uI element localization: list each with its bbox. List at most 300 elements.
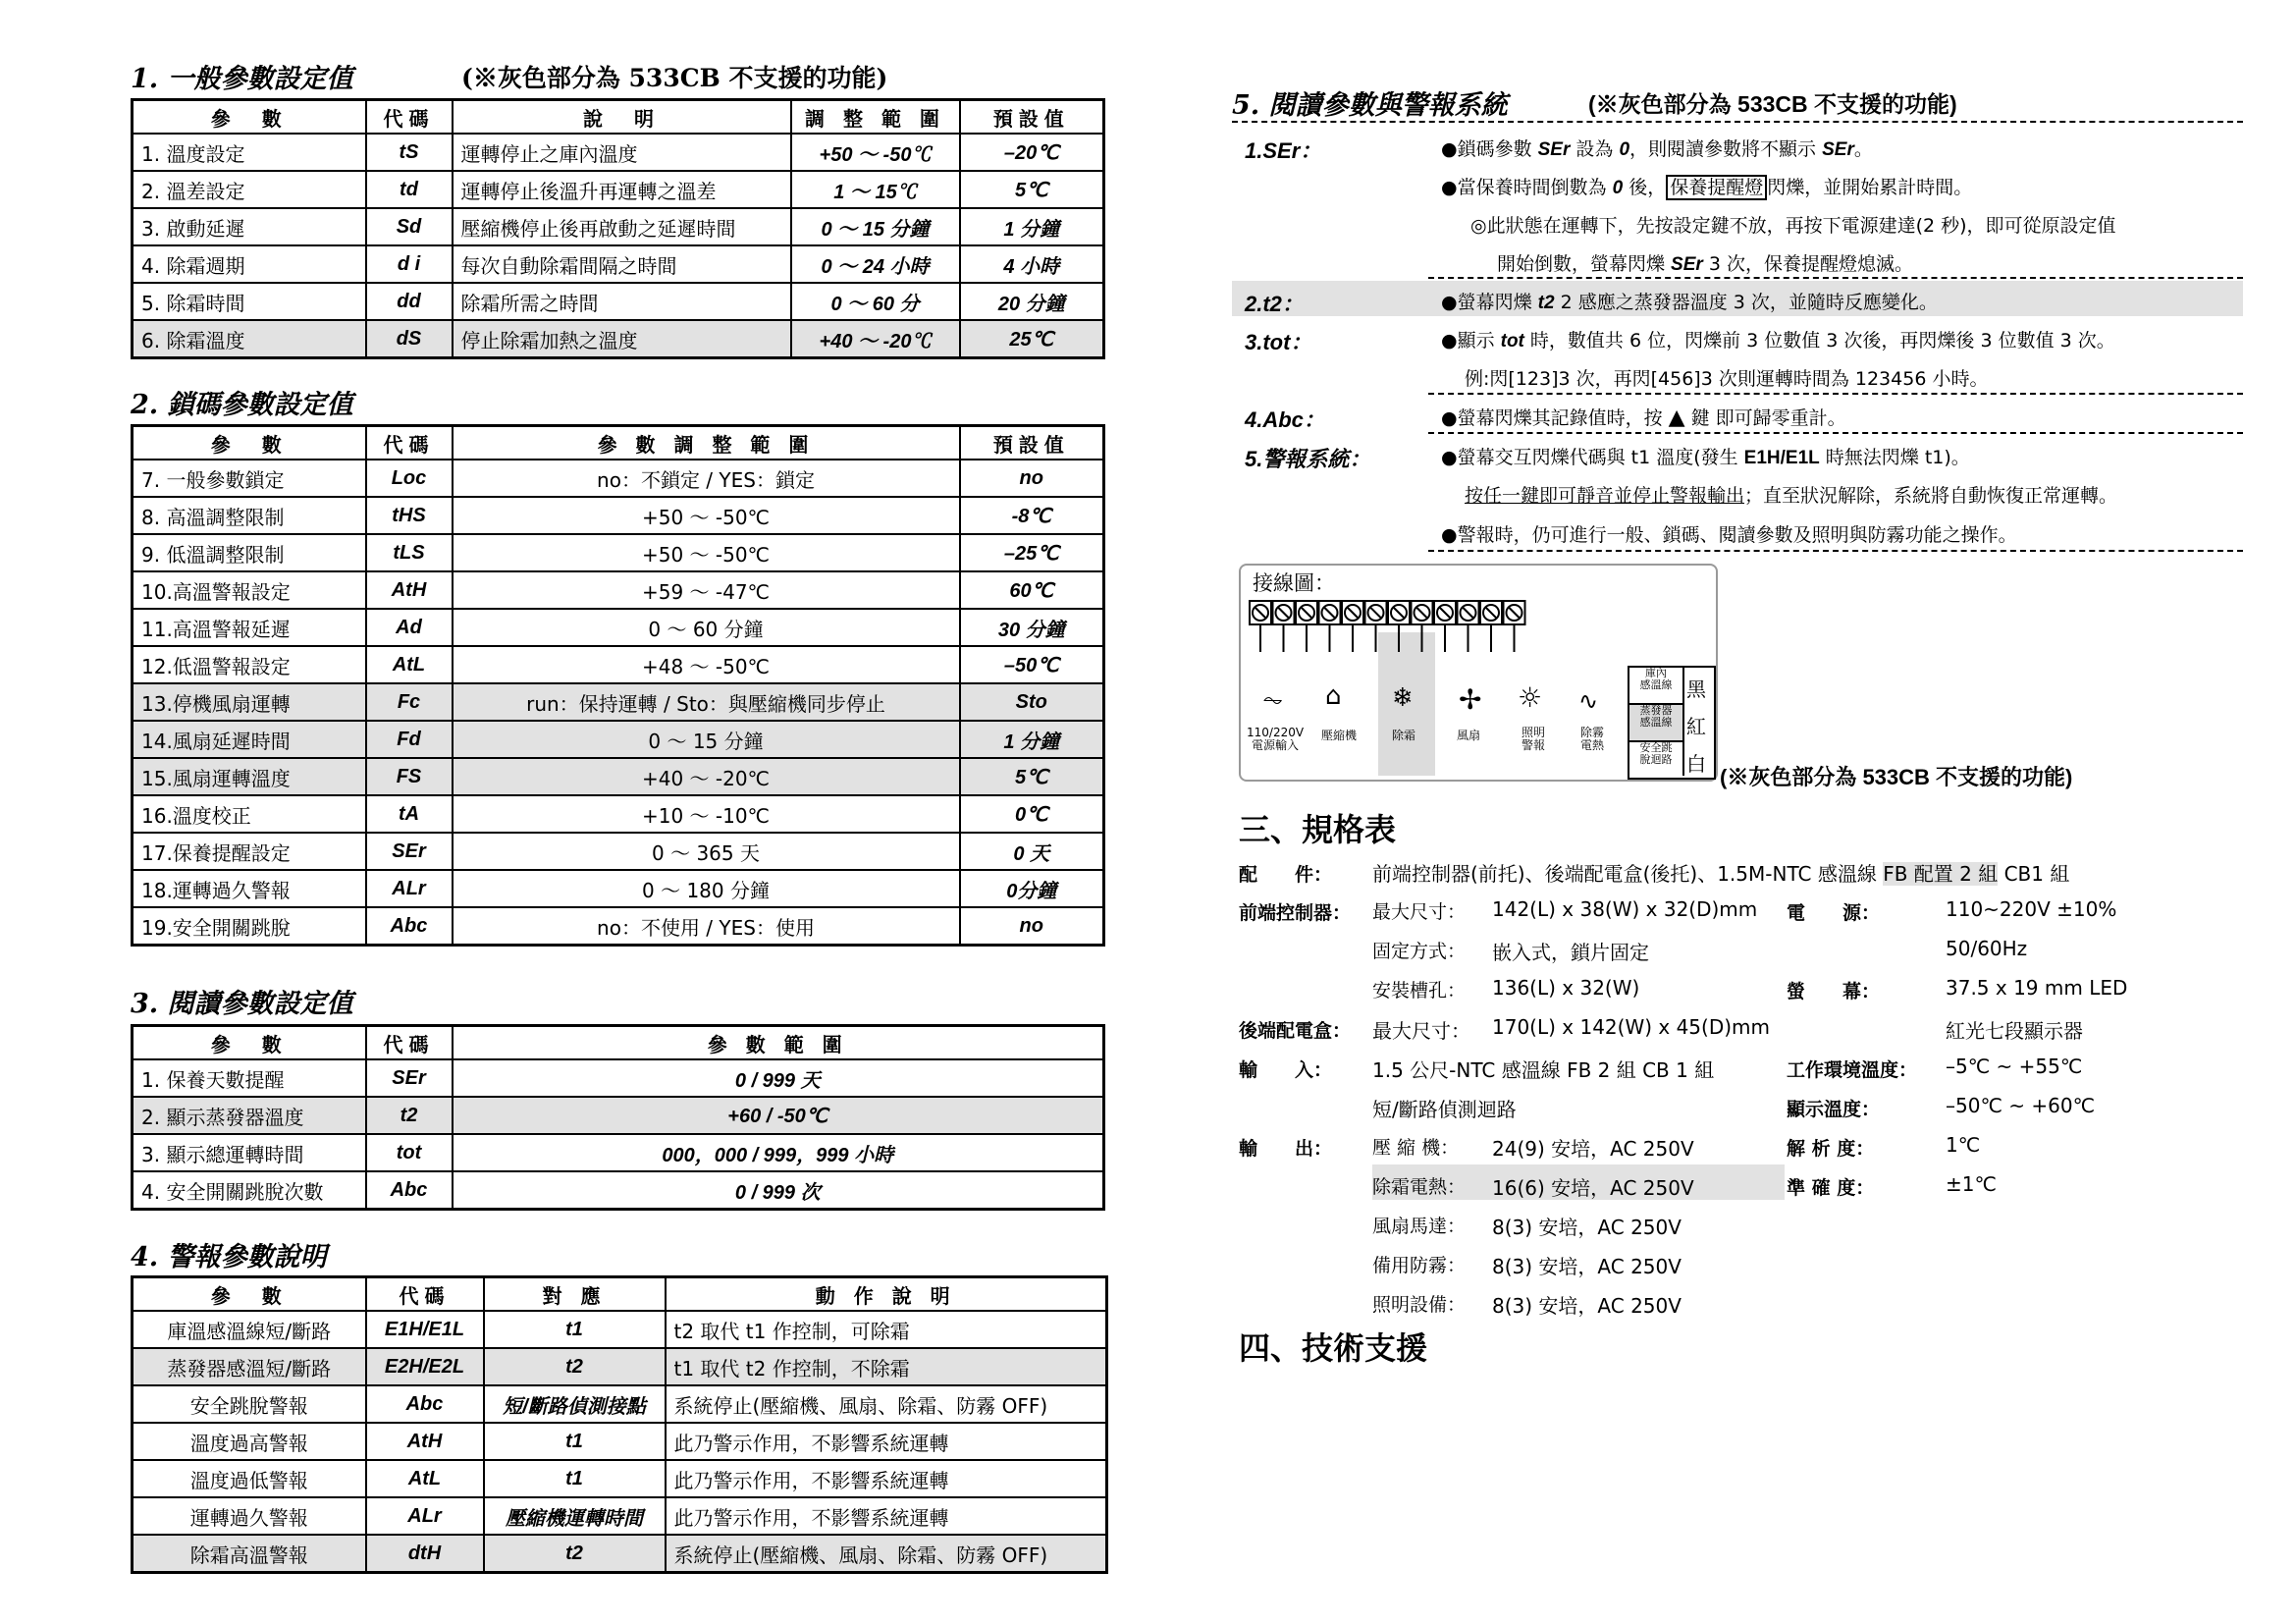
spec-input-value: 1.5 公尺-NTC 感溫線 FB 2 組 CB 1 組 (1372, 1058, 1715, 1082)
lock-params-header-2: 參 數 調 整 範 圍 (453, 426, 960, 460)
general-params-header-1: 代碼 (366, 100, 453, 135)
general-params-cell: 1. 溫度設定 (133, 134, 366, 171)
icon-defrost: ❄ (1392, 683, 1414, 713)
alarm-params-cell: 壓縮機運轉時間 (484, 1497, 666, 1535)
lock-params-cell: 8. 高溫調整限制 (133, 497, 366, 534)
lock-params-table (131, 424, 1105, 947)
alarm-code: E1H/E1L (1743, 448, 1820, 468)
general-params-cell: 運轉停止後溫升再運轉之溫差 (453, 171, 791, 208)
alarm-params-cell: Abc (366, 1385, 484, 1423)
t2-line-b: 2 感應之蒸發器溫度 3 次，並隨時反應變化。 (1554, 292, 1938, 313)
general-params-cell: 2. 溫差設定 (133, 171, 366, 208)
ser-zero-2: 0 (1612, 178, 1624, 198)
alarm-params-cell: E1H/E1L (366, 1311, 484, 1348)
lock-params-cell: no (960, 460, 1104, 497)
read-params-header-1: 代碼 (366, 1026, 453, 1060)
sensor-safety: 安全跳 脫迴路 (1629, 742, 1684, 776)
ser-line-4-a: 開始倒數，螢幕閃爍 (1497, 253, 1672, 275)
lock-params-cell: 9. 低溫調整限制 (133, 534, 366, 571)
alarm-params-cell: 此乃警示作用，不影響系統運轉 (666, 1423, 1107, 1460)
tot-line-1-a: ●顯示 (1441, 330, 1501, 352)
spec-parts-b: CB1 組 (1998, 862, 2070, 886)
alarm-params-row (133, 1460, 1107, 1497)
ser-line-1-a: ●鎖碼參數 (1441, 138, 1538, 160)
label-alarm: 5.警報系統： (1245, 447, 1371, 471)
lock-params-row (133, 758, 1104, 795)
lock-params-cell: 30 分鐘 (960, 609, 1104, 646)
read-params-row (133, 1134, 1104, 1171)
general-params-cell: 4. 除霜週期 (133, 245, 366, 283)
up-arrow-icon: ▲ (1668, 406, 1685, 430)
sensor-evap: 蒸發器 感溫線 (1629, 705, 1684, 742)
read-params-cell: 3. 顯示總運轉時間 (133, 1134, 366, 1171)
lock-params-cell: Fc (366, 683, 453, 721)
spec-right-value: –50℃ ~ +60℃ (1946, 1094, 2096, 1117)
lock-params-cell: 19.安全開關跳脫 (133, 907, 366, 946)
general-params-cell: td (366, 171, 453, 208)
read-params-row (133, 1097, 1104, 1134)
general-params-cell: 1 ～ 15℃ (791, 171, 960, 208)
alarm-params-row (133, 1311, 1107, 1348)
lock-params-cell: FS (366, 758, 453, 795)
lock-params-cell: 15.風扇運轉溫度 (133, 758, 366, 795)
spec-front-label: 固定方式： (1372, 941, 1467, 962)
lock-params-cell: 0 ～ 365 天 (453, 833, 960, 870)
lock-params-row (133, 497, 1104, 534)
label-fan: 風扇 (1457, 729, 1481, 742)
spec-right-value: –5℃ ~ +55℃ (1946, 1055, 2083, 1078)
spec-right-value: ±1℃ (1946, 1172, 1997, 1196)
read-params-header-row (133, 1026, 1104, 1060)
alarm-params-header-2: 對 應 (484, 1277, 666, 1312)
alarm-params-cell: t1 (484, 1423, 666, 1460)
alarm-params-row (133, 1423, 1107, 1460)
lock-params-cell: Ad (366, 609, 453, 646)
label-defrost: 除霜 (1392, 729, 1416, 742)
spec-input-value-2: 短/斷路偵測迴路 (1372, 1098, 1517, 1121)
lock-params-cell: ALr (366, 870, 453, 907)
icon-power: ⏦ (1262, 685, 1284, 715)
sec5-note: (※灰色部分為 533CB 不支援的功能) (1588, 91, 1957, 117)
lock-params-row (133, 870, 1104, 907)
divider (1232, 121, 2243, 123)
general-params-cell: tS (366, 134, 453, 171)
read-params-cell: Abc (366, 1171, 453, 1210)
spec-right-label: 解 析 度： (1787, 1138, 1875, 1160)
tot-code: tot (1500, 331, 1524, 352)
ser-line-4-b: 3 次，保養提醒燈熄滅。 (1702, 253, 1913, 275)
general-params-cell: 5℃ (960, 171, 1104, 208)
lock-params-cell: 1 分鐘 (960, 721, 1104, 758)
lock-params-cell: 13.停機風扇運轉 (133, 683, 366, 721)
general-params-cell: –20℃ (960, 134, 1104, 171)
lock-params-cell: +10 ～ -10℃ (453, 795, 960, 833)
divider (1428, 277, 2243, 279)
spec-back-value-label: 最大尺寸： (1372, 1019, 1470, 1043)
alarm-params-cell: dtH (366, 1535, 484, 1573)
divider (1428, 393, 2243, 395)
lock-params-cell: AtH (366, 571, 453, 609)
t2-line (1441, 288, 1938, 314)
general-params-row (133, 245, 1104, 283)
spec-front-value: 136(L) x 32(W) (1492, 976, 1640, 1000)
alarm-params-cell: t2 (484, 1348, 666, 1385)
ser-line-3: ◎此狀態在運轉下，先按設定鍵不放，再按下電源建達(2 秒)，即可從原設定值 (1470, 215, 2116, 237)
tot-line-1-b: 時，數值共 6 位，閃爍前 3 位數值 3 次後，再閃爍後 3 位數值 3 次。 (1523, 330, 2115, 352)
lock-params-cell: tA (366, 795, 453, 833)
spec-back-label: 後端配電盒： (1239, 1020, 1352, 1042)
general-params-cell: 4 小時 (960, 245, 1104, 283)
alarm-params-header-3: 動 作 說 明 (666, 1277, 1107, 1312)
tot-line-1 (1441, 326, 2115, 352)
spec-output-label: 風扇馬達： (1372, 1216, 1467, 1237)
alarm-params-row (133, 1348, 1107, 1385)
general-params-cell: 20 分鐘 (960, 283, 1104, 320)
lock-params-cell: 12.低溫警報設定 (133, 646, 366, 683)
alarm-params-cell: 庫溫感溫線短/斷路 (133, 1311, 366, 1348)
lock-params-cell: 5℃ (960, 758, 1104, 795)
lock-params-cell: 60℃ (960, 571, 1104, 609)
read-params-cell: SEr (366, 1059, 453, 1097)
read-params-row (133, 1171, 1104, 1210)
general-params-cell: 25℃ (960, 320, 1104, 358)
general-params-row (133, 320, 1104, 358)
spec-title: 三、規格表 (1239, 811, 1397, 848)
alarm-params-cell: AtL (366, 1460, 484, 1497)
spec-output-value: 8(3) 安培，AC 250V (1492, 1216, 1682, 1239)
icon-light: ☼ (1518, 681, 1543, 714)
read-params-cell: +60 / -50℃ (453, 1097, 1104, 1134)
general-params-row (133, 134, 1104, 171)
general-params-cell: 每次自動除霜間隔之時間 (453, 245, 791, 283)
alarm-params-cell: t1 取代 t2 作控制，不除霜 (666, 1348, 1107, 1385)
read-params-cell: 2. 顯示蒸發器溫度 (133, 1097, 366, 1134)
spec-front-label: 最大尺寸： (1372, 901, 1467, 923)
icon-heater: ∿ (1578, 687, 1599, 715)
spec-output-value: 8(3) 安培，AC 250V (1492, 1294, 1682, 1318)
spec-parts-value (1372, 858, 2069, 887)
general-params-row (133, 283, 1104, 320)
general-params-cell: 3. 啟動延遲 (133, 208, 366, 245)
lock-params-cell: no：不使用 / YES：使用 (453, 907, 960, 946)
sec1-note: (※灰色部分為 533CB 不支援的功能) (461, 64, 888, 92)
lock-params-cell: +48 ～ -50℃ (453, 646, 960, 683)
spec-output-label: 輸 出： (1239, 1138, 1333, 1160)
general-params-header-2: 說 明 (453, 100, 791, 135)
lock-params-cell: 18.運轉過久警報 (133, 870, 366, 907)
general-params-header-row (133, 100, 1104, 135)
general-params-cell: 6. 除霜溫度 (133, 320, 366, 358)
label-tot: 3.tot： (1245, 330, 1312, 354)
spec-right-label: 顯示溫度： (1787, 1099, 1881, 1120)
alarm-line-3: ●警報時，仍可進行一般、鎖碼、閱讀參數及照明與防霧功能之操作。 (1441, 524, 2017, 546)
ser-zero: 0 (1619, 139, 1630, 160)
lock-params-cell: SEr (366, 833, 453, 870)
lock-params-header-0: 參 數 (133, 426, 366, 460)
tot-line-2: 例:閃[123]3 次，再閃[456]3 次則運轉時間為 123456 小時。 (1465, 368, 1989, 390)
lock-params-cell: +59 ～ -47℃ (453, 571, 960, 609)
lock-params-cell: tLS (366, 534, 453, 571)
ser-code-3: SEr (1671, 254, 1703, 275)
divider (1428, 550, 2243, 552)
spec-front-label: 安裝槽孔： (1372, 980, 1467, 1001)
alarm-line-1 (1441, 443, 1970, 469)
spec-right-value: 50/60Hz (1946, 937, 2028, 960)
lock-params-cell: 17.保養提醒設定 (133, 833, 366, 870)
spec-right-label: 準 確 度： (1787, 1177, 1875, 1199)
alarm-params-cell: 此乃警示作用，不影響系統運轉 (666, 1460, 1107, 1497)
abc-line (1441, 404, 1846, 430)
spec-right-value: 1℃ (1946, 1133, 1981, 1157)
lock-params-cell: tHS (366, 497, 453, 534)
read-params-header-0: 參 數 (133, 1026, 366, 1060)
lock-params-cell: no：不鎖定 / YES：鎖定 (453, 460, 960, 497)
icon-compressor: ⌂ (1325, 681, 1342, 711)
lock-params-row (133, 683, 1104, 721)
color-white: 白 (1686, 752, 1706, 776)
spec-output-value: 24(9) 安培，AC 250V (1492, 1137, 1694, 1161)
lock-params-cell: 14.風扇延遲時間 (133, 721, 366, 758)
maintenance-lamp-box: 保養提醒燈 (1666, 175, 1767, 200)
lock-params-cell: 10.高溫警報設定 (133, 571, 366, 609)
lock-params-cell: 0 ～ 60 分鐘 (453, 609, 960, 646)
spec-front-label: 前端控制器： (1239, 902, 1352, 924)
general-params-cell: 運轉停止之庫內溫度 (453, 134, 791, 171)
spec-parts-label: 配 件： (1239, 864, 1333, 886)
sec4-title: 4. 警報參數說明 (131, 1242, 327, 1272)
t2-code: t2 (1537, 293, 1555, 313)
label-compressor: 壓縮機 (1321, 729, 1358, 742)
wiring-note: (※灰色部分為 533CB 不支援的功能) (1720, 765, 2073, 789)
lock-params-cell: 0 ～ 15 分鐘 (453, 721, 960, 758)
lock-params-row (133, 907, 1104, 946)
sec3-title: 3. 閱讀參數設定值 (131, 989, 353, 1019)
lock-params-row (133, 721, 1104, 758)
alarm-line-2-underlined: 按任一鍵即可靜音並停止警報輸出 (1465, 485, 1745, 507)
alarm-params-cell: 溫度過高警報 (133, 1423, 366, 1460)
ser-line-1-c: ，則閱讀參數將不顯示 (1629, 138, 1823, 160)
spec-front-value: 嵌入式，鎖片固定 (1492, 941, 1649, 964)
lock-params-row (133, 571, 1104, 609)
lock-params-row (133, 534, 1104, 571)
label-power-input: 110/220V 電源輸入 (1247, 726, 1305, 752)
general-params-cell: d i (366, 245, 453, 283)
lock-params-cell: 0 ～ 180 分鐘 (453, 870, 960, 907)
color-red: 紅 (1686, 715, 1706, 738)
read-params-table (131, 1024, 1105, 1211)
lock-params-cell: Abc (366, 907, 453, 946)
alarm-params-cell: t1 (484, 1460, 666, 1497)
general-params-cell: Sd (366, 208, 453, 245)
ser-line-1 (1441, 135, 1873, 161)
alarm-params-cell: 運轉過久警報 (133, 1497, 366, 1535)
lock-params-header-row (133, 426, 1104, 460)
ser-line-4 (1497, 249, 1913, 276)
lock-params-cell: -8℃ (960, 497, 1104, 534)
label-antifog-heater: 除霧 電熱 (1580, 726, 1605, 752)
lock-params-cell: Loc (366, 460, 453, 497)
alarm-line-1-a: ●螢幕交互閃爍代碼與 t1 溫度(發生 (1441, 447, 1744, 468)
general-params-cell: 0 ～ 24 小時 (791, 245, 960, 283)
icon-fan: ✢ (1459, 683, 1482, 716)
color-black: 黑 (1686, 677, 1706, 701)
alarm-params-cell: t1 (484, 1311, 666, 1348)
lock-params-row (133, 460, 1104, 497)
lock-params-cell: +50 ～ -50℃ (453, 534, 960, 571)
alarm-params-table (131, 1275, 1108, 1574)
read-params-cell: 4. 安全開關跳脫次數 (133, 1171, 366, 1210)
abc-line-a: ●螢幕閃爍其記錄值時，按 (1441, 407, 1669, 429)
ser-line-2-c: 閃爍，並開始累計時間。 (1767, 177, 1973, 198)
alarm-params-cell: t2 取代 t1 作控制，可除霜 (666, 1311, 1107, 1348)
alarm-params-row (133, 1497, 1107, 1535)
general-params-cell: 壓縮機停止後再啟動之延遲時間 (453, 208, 791, 245)
lock-params-row (133, 795, 1104, 833)
general-params-cell: dS (366, 320, 453, 358)
general-params-header-3: 調 整 範 圍 (791, 100, 960, 135)
sec5-title: 5. 閱讀參數與警報系統 (1232, 90, 1508, 121)
read-params-cell: 0 / 999 天 (453, 1059, 1104, 1097)
alarm-params-row (133, 1385, 1107, 1423)
alarm-params-cell: 安全跳脫警報 (133, 1385, 366, 1423)
lock-params-row (133, 833, 1104, 870)
alarm-params-row (133, 1535, 1107, 1573)
divider (1428, 432, 2243, 434)
spec-output-label: 備用防霧： (1372, 1255, 1467, 1276)
alarm-params-cell: ALr (366, 1497, 484, 1535)
alarm-params-cell: 蒸發器感溫短/斷路 (133, 1348, 366, 1385)
lock-params-cell: run：保持運轉 / Sto：與壓縮機同步停止 (453, 683, 960, 721)
alarm-params-header-row (133, 1277, 1107, 1312)
alarm-params-cell: 此乃警示作用，不影響系統運轉 (666, 1497, 1107, 1535)
spec-output-label: 除霜電熱： (1372, 1176, 1467, 1198)
lock-params-cell: +50 ～ -50℃ (453, 497, 960, 534)
lock-params-header-3: 預設值 (960, 426, 1104, 460)
spec-output-label: 壓 縮 機： (1372, 1137, 1460, 1159)
support-title: 四、技術支援 (1239, 1329, 1428, 1367)
abc-line-b: 鍵 即可歸零重計。 (1684, 407, 1846, 429)
label-light-alarm: 照明 警報 (1522, 726, 1546, 752)
lock-params-cell: –25℃ (960, 534, 1104, 571)
alarm-params-cell: 短/斷路偵測接點 (484, 1385, 666, 1423)
ser-line-2-a: ●當保養時間倒數為 (1441, 177, 1613, 198)
general-params-cell: 停止除霜加熱之溫度 (453, 320, 791, 358)
lock-params-cell: Fd (366, 721, 453, 758)
ser-code-2: SEr (1822, 139, 1854, 160)
sensor-block (1628, 666, 1716, 780)
lock-params-cell: Sto (960, 683, 1104, 721)
general-params-cell: 1 分鐘 (960, 208, 1104, 245)
alarm-params-header-0: 參 數 (133, 1277, 366, 1312)
spec-parts-grey: FB 配置 2 組 (1883, 862, 1999, 886)
spec-right-label: 工作環境溫度： (1787, 1059, 1918, 1081)
lock-params-cell: +40 ～ -20℃ (453, 758, 960, 795)
alarm-params-cell: 除霜高溫警報 (133, 1535, 366, 1573)
lock-params-row (133, 646, 1104, 683)
alarm-params-cell: 系統停止(壓縮機、風扇、除霜、防霧 OFF) (666, 1535, 1107, 1573)
spec-parts-a: 前端控制器(前托)、後端配電盒(後托)、1.5M-NTC 感溫線 (1372, 862, 1884, 886)
general-params-cell: +40 ～ -20℃ (791, 320, 960, 358)
lock-params-cell: 0 天 (960, 833, 1104, 870)
read-params-header-2: 參 數 範 圍 (453, 1026, 1104, 1060)
lock-params-cell: 11.高溫警報延遲 (133, 609, 366, 646)
ser-line-1-b: 設為 (1570, 138, 1620, 160)
general-params-cell: +50 ～ -50℃ (791, 134, 960, 171)
read-params-cell: t2 (366, 1097, 453, 1134)
ser-code: SEr (1537, 139, 1571, 160)
spec-output-value: 8(3) 安培，AC 250V (1492, 1255, 1682, 1278)
spec-output-label: 照明設備： (1372, 1294, 1467, 1316)
alarm-params-cell: AtH (366, 1423, 484, 1460)
spec-front-value: 142(L) x 38(W) x 32(D)mm (1492, 897, 1758, 921)
read-params-cell: 000，000 / 999，999 小時 (453, 1134, 1104, 1171)
general-params-header-4: 預設值 (960, 100, 1104, 135)
spec-right-label: 電 源： (1787, 902, 1881, 924)
general-params-row (133, 208, 1104, 245)
spec-input-label: 輸 入： (1239, 1059, 1333, 1081)
lock-params-cell: 0℃ (960, 795, 1104, 833)
lock-params-cell: 0分鐘 (960, 870, 1104, 907)
spec-back-value: 170(L) x 142(W) x 45(D)mm (1492, 1015, 1770, 1039)
spec-output-value: 16(6) 安培，AC 250V (1492, 1176, 1694, 1200)
wiring-title: 接線圖： (1253, 571, 1335, 595)
alarm-params-cell: t2 (484, 1535, 666, 1573)
alarm-params-cell: E2H/E2L (366, 1348, 484, 1385)
lock-params-cell: AtL (366, 646, 453, 683)
label-ser: 1.SEr： (1245, 138, 1322, 163)
sec1-title: 1. 一般參數設定值 (131, 64, 353, 94)
general-params-cell: dd (366, 283, 453, 320)
spec-right-label: 螢 幕： (1787, 981, 1881, 1002)
lock-params-header-1: 代碼 (366, 426, 453, 460)
general-params-cell: 0 ～ 15 分鐘 (791, 208, 960, 245)
sensor-room: 庫內 感溫線 (1629, 668, 1684, 705)
read-params-cell: tot (366, 1134, 453, 1171)
read-params-cell: 0 / 999 次 (453, 1171, 1104, 1210)
lock-params-cell: 7. 一般參數鎖定 (133, 460, 366, 497)
read-params-cell: 1. 保養天數提醒 (133, 1059, 366, 1097)
general-params-table (131, 98, 1105, 359)
alarm-line-2 (1465, 481, 2117, 508)
alarm-params-cell: 系統停止(壓縮機、風扇、除霜、防霧 OFF) (666, 1385, 1107, 1423)
spec-right-value: 紅光七段顯示器 (1946, 1019, 2083, 1043)
lock-params-cell: –50℃ (960, 646, 1104, 683)
general-params-row (133, 171, 1104, 208)
general-params-cell: 除霜所需之時間 (453, 283, 791, 320)
general-params-header-0: 參 數 (133, 100, 366, 135)
lock-params-row (133, 609, 1104, 646)
label-t2: 2.t2： (1245, 292, 1304, 316)
sec2-title: 2. 鎖碼參數設定值 (131, 390, 353, 420)
alarm-line-1-b: 時無法閃爍 t1)。 (1819, 447, 1970, 468)
spec-right-value: 37.5 x 19 mm LED (1946, 976, 2128, 1000)
alarm-line-2-b: ；直至狀況解除，系統將自動恢復正常運轉。 (1744, 485, 2118, 507)
lock-params-cell: 16.溫度校正 (133, 795, 366, 833)
alarm-params-cell: 溫度過低警報 (133, 1460, 366, 1497)
read-params-row (133, 1059, 1104, 1097)
lock-params-cell: no (960, 907, 1104, 946)
alarm-params-header-1: 代碼 (366, 1277, 484, 1312)
t2-line-a: ●螢幕閃爍 (1441, 292, 1538, 313)
general-params-cell: 5. 除霜時間 (133, 283, 366, 320)
ser-line-1-d: 。 (1853, 138, 1873, 160)
ser-line-2 (1441, 173, 1972, 199)
label-abc: 4.Abc： (1245, 407, 1325, 432)
ser-line-2-b: 後， (1623, 177, 1667, 198)
general-params-cell: 0 ～ 60 分 (791, 283, 960, 320)
spec-right-value: 110~220V ±10% (1946, 897, 2117, 921)
wiring-diagram (1239, 564, 1718, 782)
